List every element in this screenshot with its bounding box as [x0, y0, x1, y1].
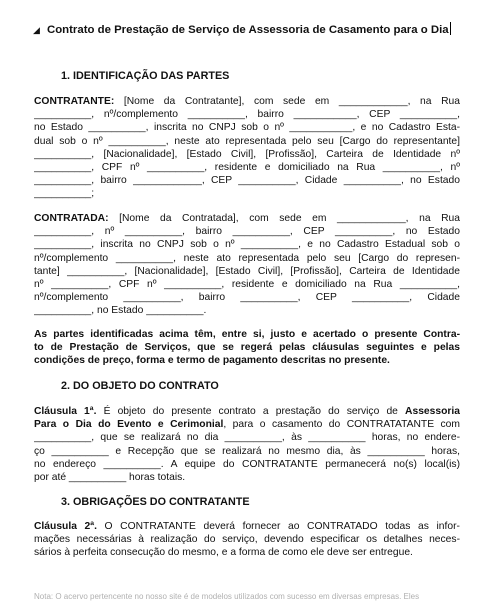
section-2-heading: 2. DO OBJETO DO CONTRATO [61, 380, 219, 392]
document-title [33, 22, 478, 36]
collapse-triangle-icon[interactable]: ◢ [33, 25, 40, 35]
clause-2-paragraph: Cláusula 2ª. O CONTRATANTE deverá fornecer ao CONTRATADO todas as infor- mações necessárias à realização do serviço, devendo especificar os detalhes neces- sários à perfeita consecução do mesmo, e a forma de como ele deve ser entregue. [34, 521, 460, 559]
contratante-label: CONTRATANTE: [34, 96, 115, 107]
clause-2-label: Cláusula 2ª. [34, 521, 97, 532]
contratante-paragraph: CONTRATANTE: [Nome da Contratante], com sede em ____________, na Rua __________, nº/complemento __________, bairro ___________, CEP __________, no Estado __________, inscrita no CNPJ sob o nº ___________, e no Cadastro Esta- dual sob o nº __________, neste ato representada pelo seu [Cargo do representante] __________, [Nacionalidade], [Estado Civil], [Profissão], Carteira de Identidade nº __________, CPF nº __________, residente e domiciliado na Rua __________, nº __________, bairro ____________, CEP __________, Cidade __________, no Estado __________; [34, 96, 460, 200]
section-1-heading: 1. IDENTIFICAÇÃO DAS PARTES [61, 70, 230, 82]
contratada-paragraph: CONTRATADA: [Nome da Contratada], com sede em ____________, na Rua __________, nº __________, bairro __________, CEP __________, no Estado __________, inscrita no CNPJ sob o nº __________, e no Cadastro Estadual sob o nº/complemento __________, neste ato representada pelo seu [Cargo do represen- tante] __________, [Nacionalidade], [Estado Civil], [Profissão], Carteira de Identidade nº __________, CPF nº __________, residente e domiciliado na Rua __________, nº/complemento __________, bairro __________, CEP __________, Cidade __________, no Estado __________. [34, 213, 460, 317]
parties-closing-paragraph: As partes identificadas acima têm, entre si, justo e acertado o presente Contra- to de Prestação de Serviços, que se regerá pelas cláusulas seguintes e pelas condições de preço, forma e termo de pagamento descritas no presente. [34, 329, 460, 367]
text-cursor [450, 22, 451, 35]
footer-note: Nota: O acervo pertencente no nosso site é de modelos utilizados com sucesso em diversas empresas. Eles [34, 592, 420, 601]
clause-1-label: Cláusula 1ª. [34, 406, 97, 417]
document-title-text: Contrato de Prestação de Serviço de Assessoria de Casamento para o Dia [47, 24, 449, 36]
clause-1-paragraph: Cláusula 1ª. É objeto do presente contrato a prestação do serviço de Assessoria Para o Dia do Evento e Cerimonial, para o casamento do CONTRATATANTE com __________, que se realizará no dia __________, às __________ horas, no endere- ço __________ e Recepção que se realizará no mesmo dia, às __________ horas, no endereço __________. A equipe do CONTRATANTE permanecerá no(s) local(is) por até __________ horas totais. [34, 406, 460, 483]
section-3-heading: 3. OBRIGAÇÕES DO CONTRATANTE [61, 496, 250, 508]
contratada-label: CONTRATADA: [34, 213, 109, 224]
